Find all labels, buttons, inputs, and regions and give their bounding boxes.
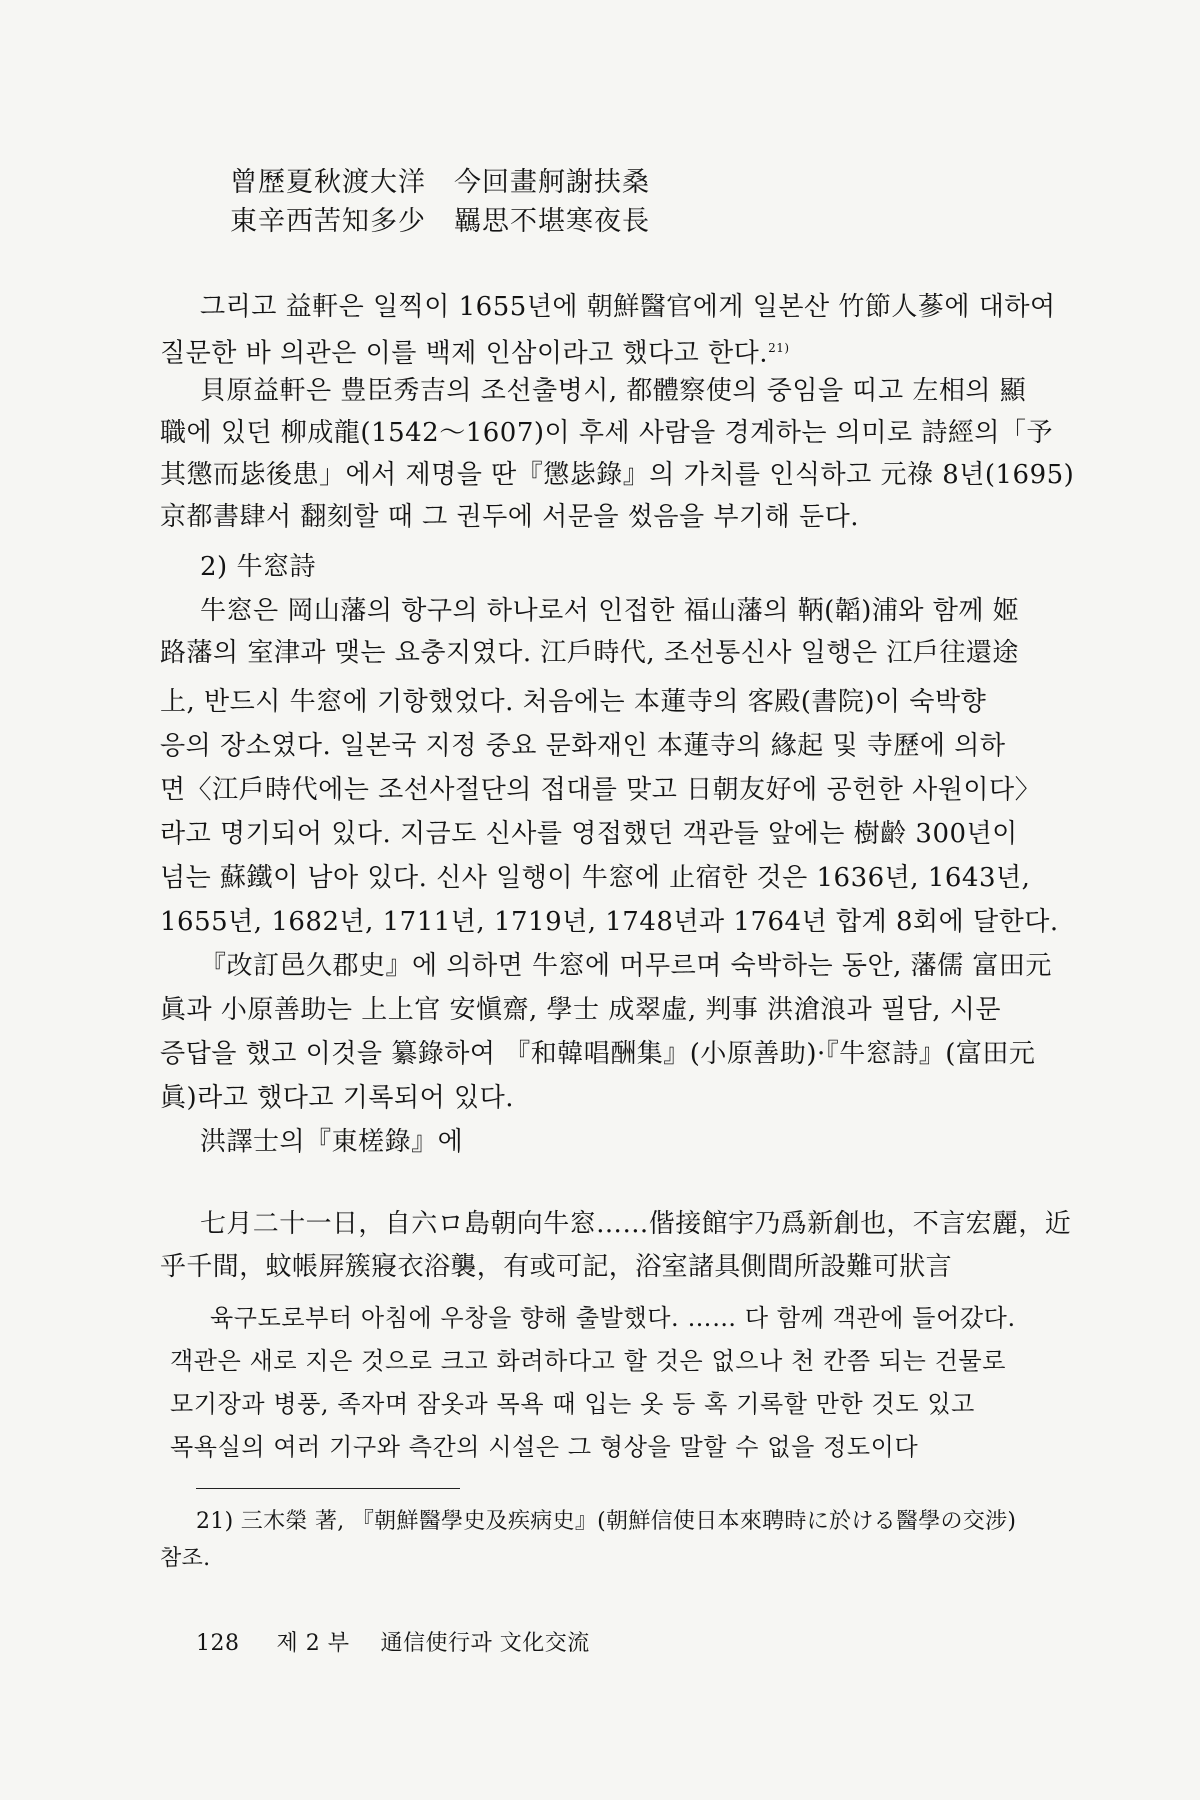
paragraph-3-line-2: 路藩의 室津과 맺는 요충지였다. 江戶時代, 조선통신사 일행은 江戶往還途 bbox=[160, 638, 1019, 668]
page-footer bbox=[196, 1627, 590, 1661]
paragraph-3-line-1: 牛窓은 岡山藩의 항구의 하나로서 인접한 福山藩의 鞆(韜)浦와 함께 姬 bbox=[200, 596, 1020, 626]
paragraph-3-line-7: 넘는 蘇鐵이 남아 있다. 신사 일행이 牛窓에 止宿한 것은 1636년, 1643년, bbox=[160, 863, 1031, 893]
translation-line-1: 육구도로부터 아침에 우창을 향해 출발했다. …… 다 함께 객관에 들어갔다. bbox=[210, 1304, 1016, 1332]
quote-line-2: 乎千間，蚊帳屛簇寢衣浴襲，有或可記，浴室諸具側間所設難可狀言 bbox=[160, 1252, 953, 1282]
paragraph-3-line-4: 응의 장소였다. 일본국 지정 중요 문화재인 本蓮寺의 緣起 및 寺歷에 의하 bbox=[160, 731, 1006, 761]
paragraph-5-line-1: 洪譯士의『東槎錄』에 bbox=[200, 1127, 464, 1157]
paragraph-3-line-6: 라고 명기되어 있다. 지금도 신사를 영접했던 객관들 앞에는 樹齡 300년이 bbox=[160, 819, 1018, 849]
footnote-line-2: 참조. bbox=[160, 1546, 211, 1571]
paragraph-2-line-3: 其懲而毖後患」에서 제명을 딴『懲毖錄』의 가치를 인식하고 元祿 8년(1695) bbox=[160, 460, 1075, 490]
footnote-ref-21: 21) bbox=[768, 341, 790, 355]
paragraph-2-line-1: 貝原益軒은 豊臣秀吉의 조선출병시, 都體察使의 중임을 띠고 左相의 顯 bbox=[200, 376, 1027, 406]
running-title: 通信使行과 文化交流 bbox=[380, 1631, 590, 1656]
paragraph-2-line-4: 京都書肆서 翻刻할 때 그 권두에 서문을 썼음을 부기해 둔다. bbox=[160, 502, 859, 532]
translation-line-3: 모기장과 병풍, 족자며 잠옷과 목욕 때 입는 옷 등 혹 기록할 만한 것도 있고 bbox=[170, 1390, 975, 1418]
paragraph-4-line-2: 眞과 小原善助는 上上官 安愼齋, 學士 成翠虛, 判事 洪滄浪과 필담, 시문 bbox=[160, 995, 1001, 1025]
footnote-line-1: 21) 三木榮 著, 『朝鮮醫學史及疾病史』(朝鮮信使日本來聘時に於ける醫學の交涉) bbox=[196, 1509, 1017, 1534]
translation-line-4: 목욕실의 여러 기구와 측간의 시설은 그 형상을 말할 수 없을 정도이다 bbox=[170, 1433, 919, 1461]
section-heading: 2) 牛窓詩 bbox=[200, 552, 316, 582]
paragraph-2-line-2: 職에 있던 柳成龍(1542～1607)이 후세 사람을 경계하는 의미로 詩經의「予 bbox=[160, 418, 1053, 448]
poem-line-2: 東辛西苦知多少 羈思不堪寒夜長 bbox=[230, 206, 650, 237]
paragraph-3-line-8: 1655년, 1682년, 1711년, 1719년, 1748년과 1764년 합계 8회에 달한다. bbox=[160, 907, 1059, 937]
paragraph-1-line-2-text: 질문한 바 의관은 이를 백제 인삼이라고 했다고 한다. bbox=[160, 338, 769, 369]
paragraph-1-line-2 bbox=[160, 331, 790, 371]
poem-line-1: 曾歷夏秋渡大洋 今回畫舸謝扶桑 bbox=[230, 167, 650, 198]
paragraph-4-line-1: 『改訂邑久郡史』에 의하면 牛窓에 머무르며 숙박하는 동안, 藩儒 富田元 bbox=[200, 951, 1052, 981]
paragraph-1-line-1: 그리고 益軒은 일찍이 1655년에 朝鮮醫官에게 일본산 竹節人蔘에 대하여 bbox=[200, 292, 1056, 322]
translation-line-2: 객관은 새로 지은 것으로 크고 화려하다고 할 것은 없으나 천 칸쯤 되는 건물로 bbox=[170, 1347, 1007, 1375]
quote-line-1: 七月二十一日，自六ロ島朝向牛窓……偕接館宇乃爲新創也，不言宏麗，近 bbox=[200, 1209, 1072, 1239]
paragraph-4-line-4: 眞)라고 했다고 기록되어 있다. bbox=[160, 1083, 514, 1113]
paragraph-3-line-5: 면〈江戶時代에는 조선사절단의 접대를 맞고 日朝友好에 공헌한 사원이다〉 bbox=[160, 775, 1042, 805]
footnote-divider bbox=[196, 1488, 460, 1489]
page-number: 128 bbox=[196, 1631, 240, 1656]
part-label: 제 2 부 bbox=[276, 1631, 350, 1656]
paragraph-4-line-3: 증답을 했고 이것을 纂錄하여 『和韓唱酬集』(小原善助)·『牛窓詩』(富田元 bbox=[160, 1039, 1036, 1069]
paragraph-3-line-3: 上, 반드시 牛窓에 기항했었다. 처음에는 本蓮寺의 客殿(書院)이 숙박향 bbox=[160, 687, 987, 717]
